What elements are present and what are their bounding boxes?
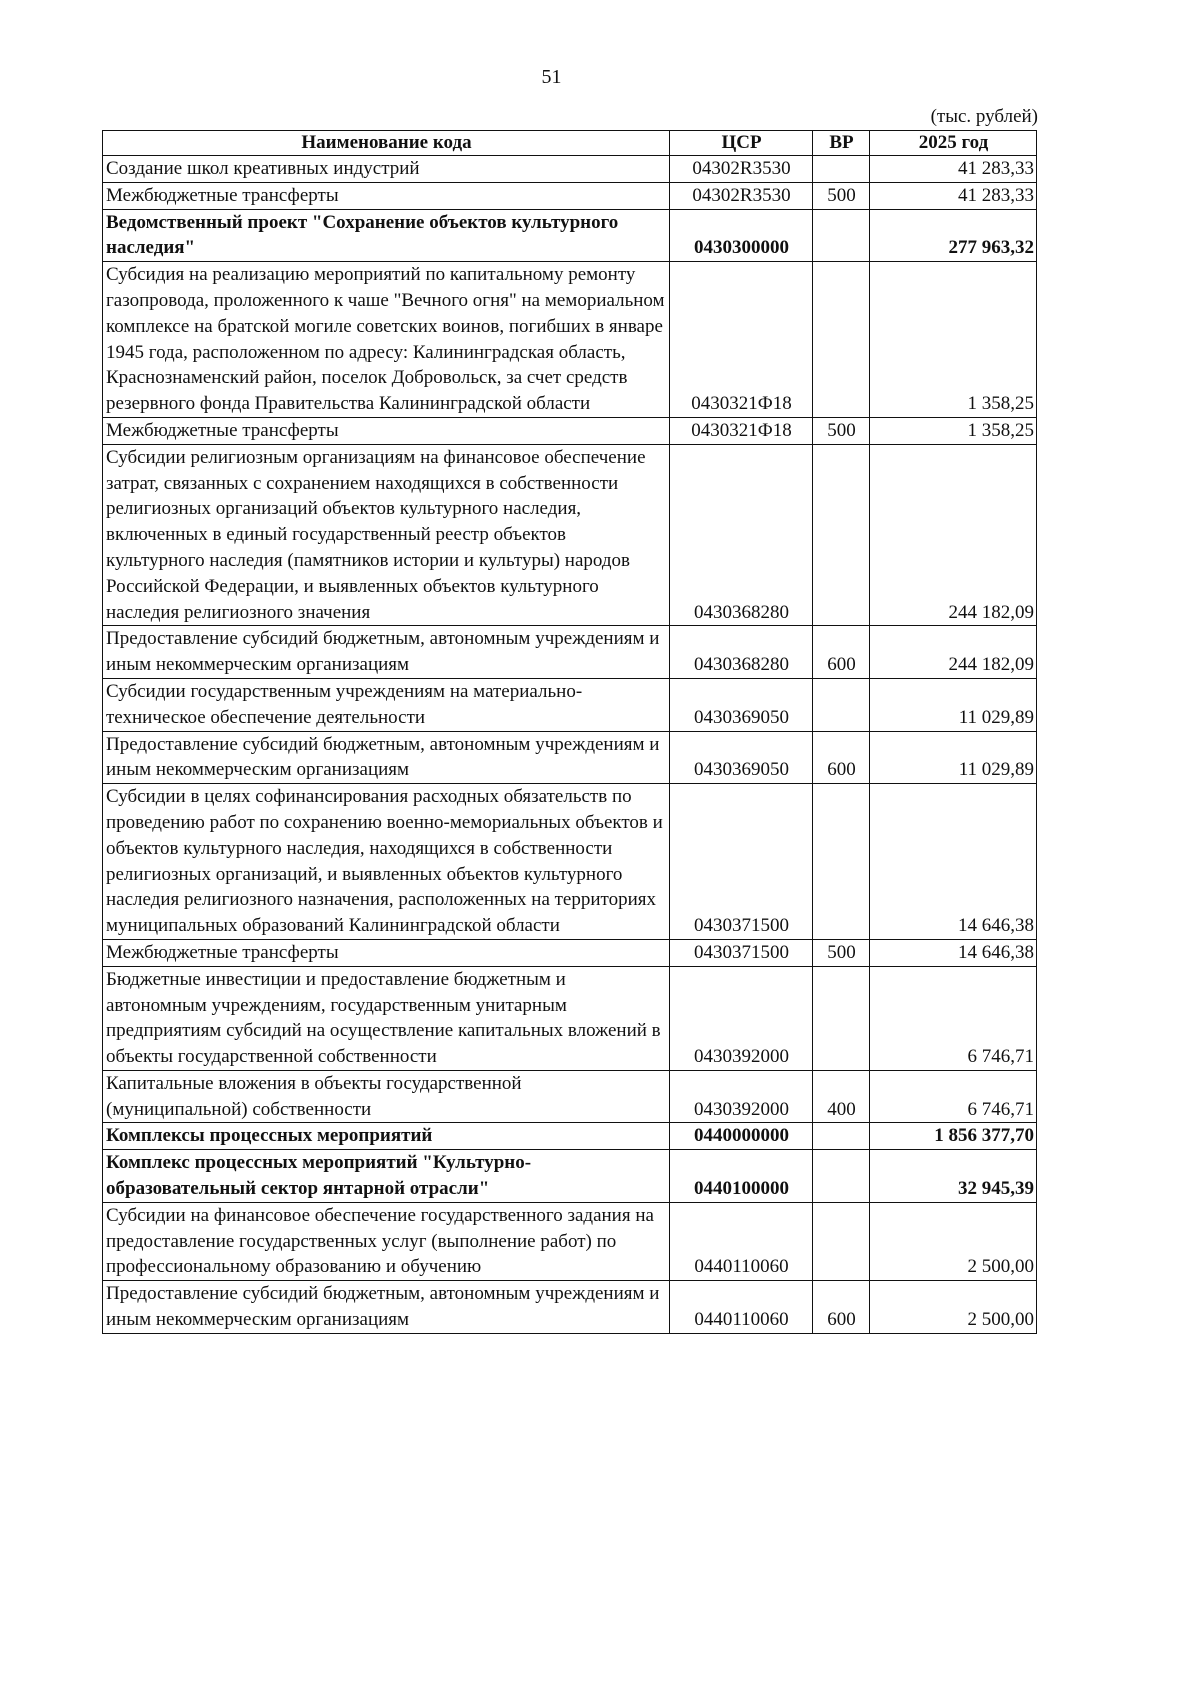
table-row [103,182,1037,209]
cell-code: 04302R3530 [670,182,813,209]
cell-name: Капитальные вложения в объекты государственной (муниципальной) собственности [103,1070,670,1123]
cell-amount: 41 283,33 [870,156,1037,183]
cell-code: 0430300000 [670,209,813,262]
table-row [103,262,1037,418]
cell-code: 0430321Ф18 [670,262,813,418]
table-row [103,731,1037,784]
table-header-row [103,131,1037,156]
cell-name: Комплексы процессных мероприятий [103,1123,670,1150]
cell-amount: 2 500,00 [870,1202,1037,1280]
cell-vr [813,262,870,418]
cell-vr: 600 [813,731,870,784]
cell-amount: 244 182,09 [870,626,1037,679]
cell-vr [813,966,870,1070]
cell-code: 0430368280 [670,444,813,626]
cell-amount: 2 500,00 [870,1281,1037,1334]
header-name: Наименование кода [103,131,670,156]
cell-name: Создание школ креативных индустрий [103,156,670,183]
cell-amount: 1 358,25 [870,262,1037,418]
cell-vr: 500 [813,417,870,444]
cell-amount: 277 963,32 [870,209,1037,262]
table-row [103,966,1037,1070]
header-code: ЦСР [670,131,813,156]
cell-name: Субсидии государственным учреждениям на материально-техническое обеспечение деятельности [103,678,670,731]
cell-code: 0430368280 [670,626,813,679]
table-row [103,156,1037,183]
header-vr: ВР [813,131,870,156]
cell-code: 0440110060 [670,1281,813,1334]
cell-vr [813,1150,870,1203]
cell-name: Ведомственный проект "Сохранение объектов культурного наследия" [103,209,670,262]
cell-code: 0430371500 [670,939,813,966]
cell-name: Субсидии в целях софинансирования расходных обязательств по проведению работ по сохранению военно-мемориальных объектов и объектов культурного наследия, находящихся в собственности религиозных организаций, и выявленных объектов культурного наследия религиозного назначения, расположенных на территориях муниципальных образований Калининградской области [103,784,670,940]
table-row [103,209,1037,262]
cell-code: 0430321Ф18 [670,417,813,444]
cell-name: Субсидии на финансовое обеспечение государственного задания на предоставление государственных услуг (выполнение работ) по профессиональному образованию и обучению [103,1202,670,1280]
cell-vr: 500 [813,939,870,966]
table-row [103,784,1037,940]
table-row [103,678,1037,731]
cell-amount: 1 856 377,70 [870,1123,1037,1150]
cell-name: Бюджетные инвестиции и предоставление бюджетным и автономным учреждениям, государственным унитарным предприятиям субсидий на осуществление капитальных вложений в объекты государственной собственности [103,966,670,1070]
table-row [103,1202,1037,1280]
cell-amount: 11 029,89 [870,678,1037,731]
table-row [103,626,1037,679]
cell-code: 0430392000 [670,966,813,1070]
cell-name: Межбюджетные трансферты [103,939,670,966]
cell-amount: 1 358,25 [870,417,1037,444]
table-row [103,1281,1037,1334]
table-row [103,939,1037,966]
cell-name: Субсидии религиозным организациям на финансовое обеспечение затрат, связанных с сохранением находящихся в собственности религиозных организаций объектов культурного наследия, включенных в единый государственный реестр объектов культурного наследия (памятников истории и культуры) народов Российской Федерации, и выявленных объектов культурного наследия религиозного значения [103,444,670,626]
cell-vr [813,1202,870,1280]
cell-vr: 500 [813,182,870,209]
cell-vr [813,1123,870,1150]
cell-vr [813,156,870,183]
header-amount: 2025 год [870,131,1037,156]
table-row [103,417,1037,444]
cell-name: Комплекс процессных мероприятий "Культурно-образовательный сектор янтарной отрасли" [103,1150,670,1203]
table-row [103,444,1037,626]
cell-amount: 6 746,71 [870,1070,1037,1123]
cell-name: Предоставление субсидий бюджетным, автономным учреждениям и иным некоммерческим организациям [103,1281,670,1334]
cell-vr [813,209,870,262]
cell-amount: 6 746,71 [870,966,1037,1070]
cell-name: Субсидия на реализацию мероприятий по капитальному ремонту газопровода, проложенного к чаше "Вечного огня" на мемориальном комплексе на братской могиле советских воинов, погибших в январе 1945 года, расположенном по адресу: Калининградская область, Краснознаменский район, поселок Добровольск, за счет средств резервного фонда Правительства Калининградской области [103,262,670,418]
table-body [103,156,1037,1334]
cell-vr: 400 [813,1070,870,1123]
cell-vr [813,678,870,731]
cell-amount: 32 945,39 [870,1150,1037,1203]
table-row [103,1150,1037,1203]
budget-table [102,130,1037,1334]
table-row [103,1070,1037,1123]
cell-vr: 600 [813,626,870,679]
cell-vr: 600 [813,1281,870,1334]
cell-code: 0430392000 [670,1070,813,1123]
cell-vr [813,444,870,626]
cell-amount: 11 029,89 [870,731,1037,784]
cell-code: 0430369050 [670,731,813,784]
cell-name: Межбюджетные трансферты [103,182,670,209]
cell-code: 0430369050 [670,678,813,731]
cell-amount: 41 283,33 [870,182,1037,209]
cell-name: Межбюджетные трансферты [103,417,670,444]
cell-vr [813,784,870,940]
cell-code: 0440100000 [670,1150,813,1203]
page-number: 51 [541,66,562,88]
cell-amount: 14 646,38 [870,784,1037,940]
units-label: (тыс. рублей) [930,106,1038,127]
cell-name: Предоставление субсидий бюджетным, автономным учреждениям и иным некоммерческим организациям [103,731,670,784]
table-row [103,1123,1037,1150]
cell-code: 0440000000 [670,1123,813,1150]
cell-code: 0440110060 [670,1202,813,1280]
cell-amount: 244 182,09 [870,444,1037,626]
cell-code: 04302R3530 [670,156,813,183]
cell-name: Предоставление субсидий бюджетным, автономным учреждениям и иным некоммерческим организациям [103,626,670,679]
cell-code: 0430371500 [670,784,813,940]
cell-amount: 14 646,38 [870,939,1037,966]
